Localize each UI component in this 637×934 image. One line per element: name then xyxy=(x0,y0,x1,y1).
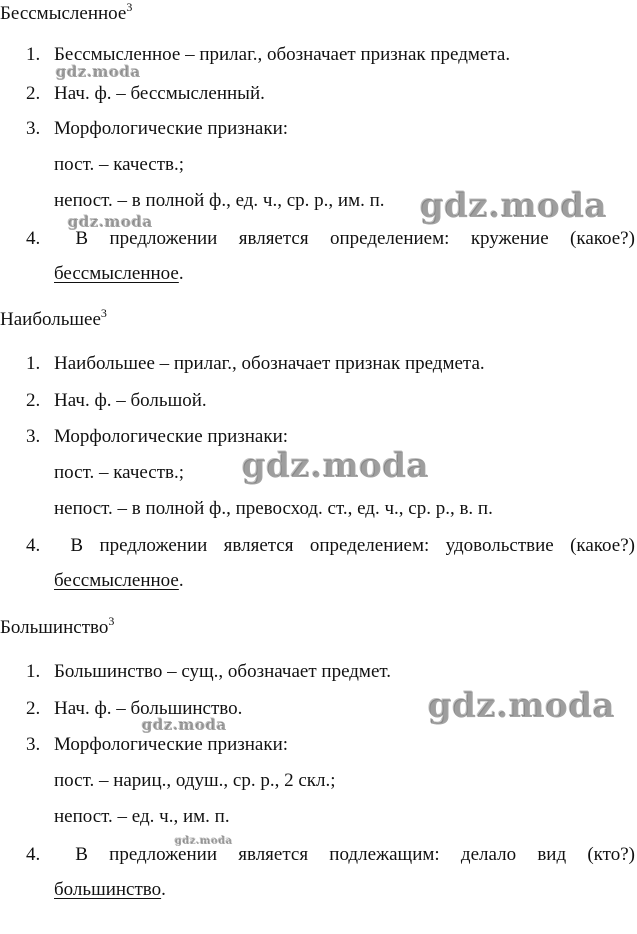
watermark: gdz.moda xyxy=(56,63,141,81)
list-subitem: непост. – ед. ч., им. п. xyxy=(54,806,230,827)
watermark: gdz.moda xyxy=(175,836,233,847)
list-item: 4. В предложении является определением: удовольствие (какое?) xyxy=(26,535,635,556)
list-item-continuation: бессмысленное. xyxy=(54,570,184,591)
list-subitem: пост. – качеств.; xyxy=(54,462,185,483)
list-subitem: непост. – в полной ф., превосход. ст., ед. ч., ср. р., в. п. xyxy=(54,498,493,519)
list-item: 2. Нач. ф. – бессмысленный. xyxy=(26,83,265,104)
section-heading: Бессмысленное$^3$ xyxy=(0,0,133,24)
list-subitem: пост. – нариц., одуш., ср. р., 2 скл.; xyxy=(54,770,336,791)
list-item: 1. Бессмысленное – прилаг., обозначает признак предмета. xyxy=(26,44,511,65)
list-item: 3. Морфологические признаки: xyxy=(26,118,289,139)
list-item: 1. Наибольшее – прилаг., обозначает признак предмета. xyxy=(26,353,485,374)
section-heading: Наибольшее$^3$ xyxy=(0,306,107,330)
list-item-continuation: бессмысленное. xyxy=(54,263,184,284)
watermark: gdz.moda xyxy=(428,686,616,726)
list-item: 2. Нач. ф. – большой. xyxy=(26,390,207,411)
watermark: gdz.moda xyxy=(420,186,608,226)
list-subitem: непост. – в полной ф., ед. ч., ср. р., им. п. xyxy=(54,190,385,211)
list-item: 1. Большинство – сущ., обозначает предмет. xyxy=(26,661,391,682)
section-heading: Большинство$^3$ xyxy=(0,614,115,638)
list-item-continuation: большинство. xyxy=(54,879,166,900)
watermark: gdz.moda xyxy=(68,213,153,231)
list-item: 4. В предложении является определением: кружение (какое?) xyxy=(26,228,635,249)
list-item: 3. Морфологические признаки: xyxy=(26,426,289,447)
list-item: 2. Нач. ф. – большинство. xyxy=(26,698,243,719)
list-subitem: пост. – качеств.; xyxy=(54,154,185,175)
watermark: gdz.moda xyxy=(242,446,430,486)
list-item: 4. В предложении является подлежащим: делало вид (кто?) xyxy=(26,844,635,865)
watermark: gdz.moda xyxy=(142,716,227,734)
list-item: 3. Морфологические признаки: xyxy=(26,734,289,755)
